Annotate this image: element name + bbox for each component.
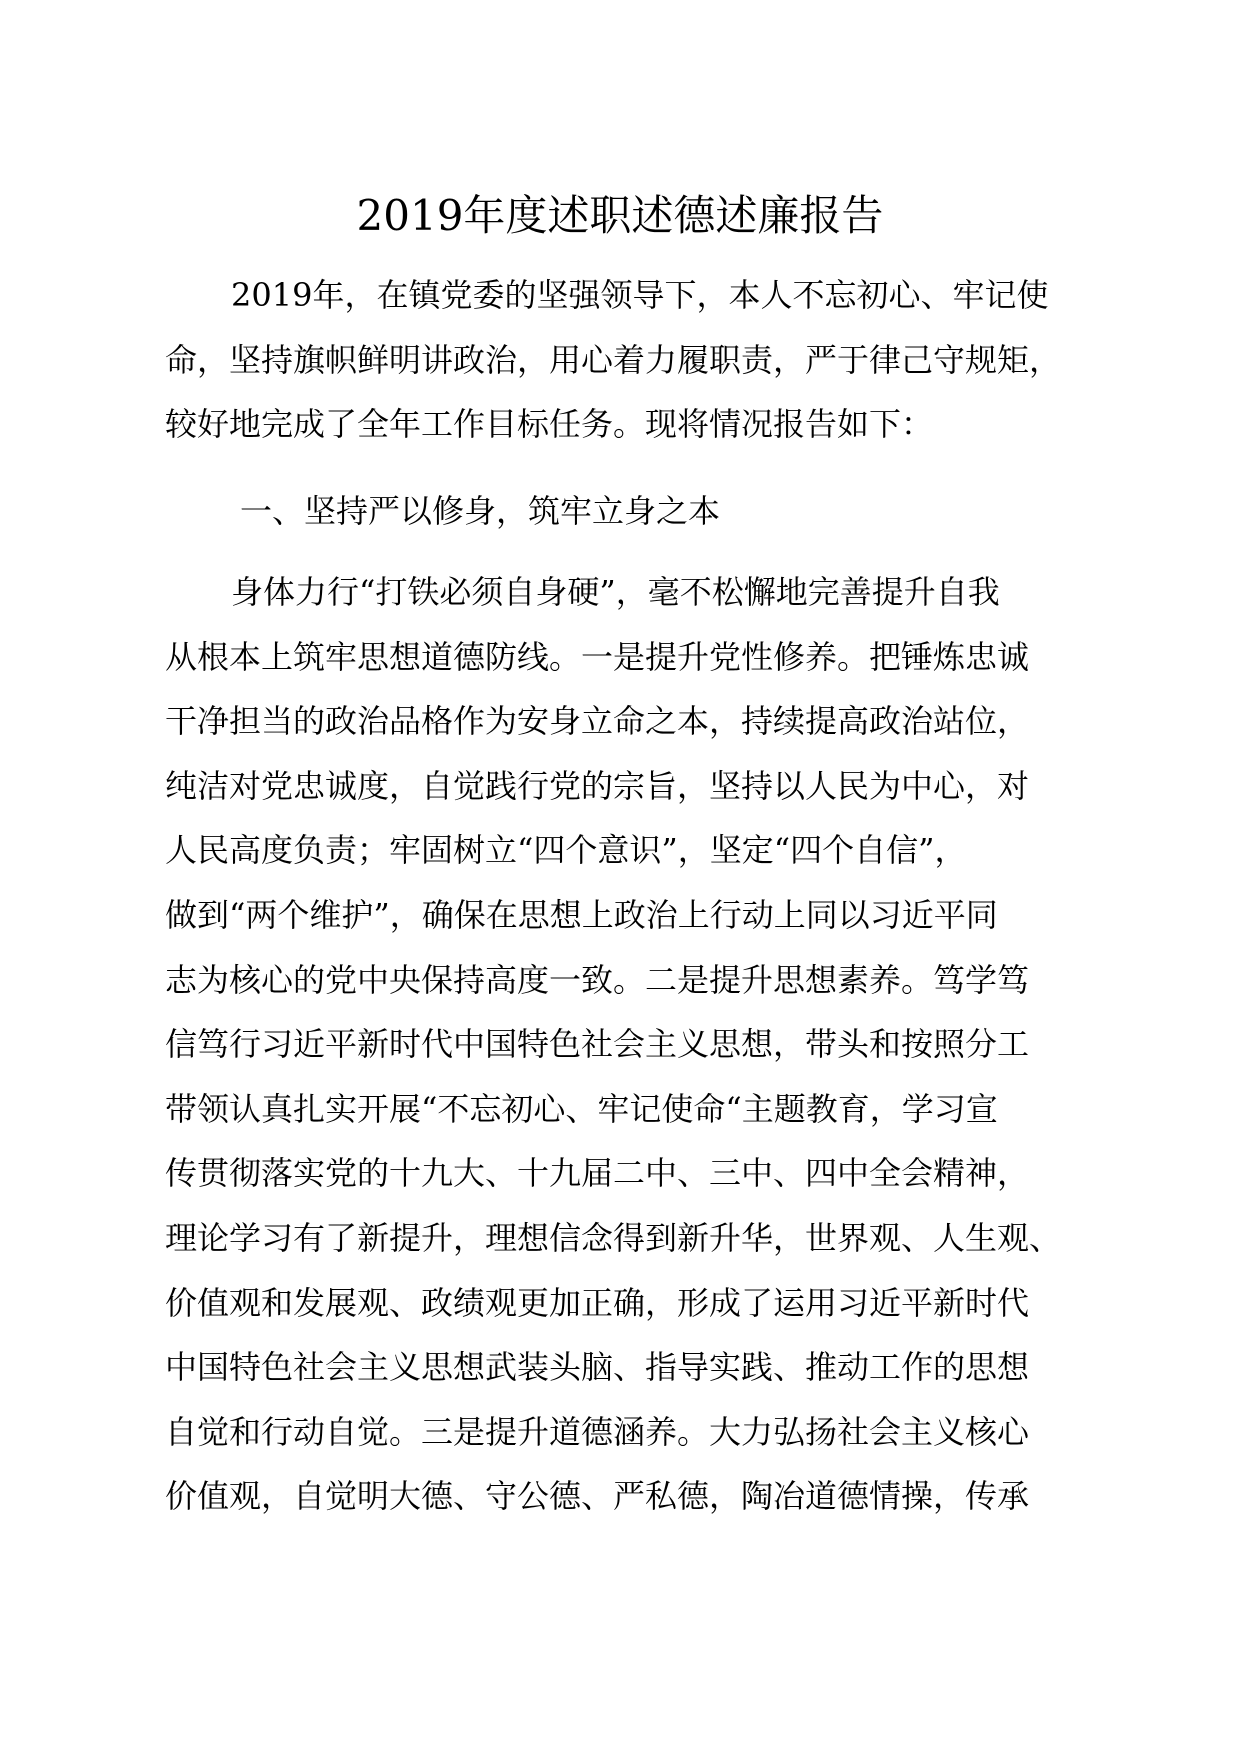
section-heading: 一、坚持严以修身，筑牢立身之本 xyxy=(240,492,721,530)
section-line: 纯洁对党忠诚度，自觉践行党的宗旨，坚持以人民为中心，对 xyxy=(165,766,1030,805)
document-title: 2019年度述职述德述廉报告 xyxy=(356,191,884,240)
section-line: 身体力行“打铁必须自身硬”，毫不松懈地完善提升自我 xyxy=(231,573,1000,611)
section-line: 人民高度负责；牢固树立“四个意识”，坚定“四个自信”， xyxy=(165,831,967,870)
section-line: 干净担当的政治品格作为安身立命之本，持续提高政治站位， xyxy=(165,702,1030,741)
section-line: 做到“两个维护”，确保在思想上政治上行动上同以习近平同 xyxy=(165,895,998,934)
section-line: 从根本上筑牢思想道德防线。一是提升党性修养。把锤炼忠诚 xyxy=(165,637,1030,676)
section-line: 信笃行习近平新时代中国特色社会主义思想，带头和按照分工 xyxy=(165,1025,1030,1064)
section-line: 传贯彻落实党的十九大、十九届二中、三中、四中全会精神， xyxy=(165,1154,1030,1193)
section-line: 带领认真扎实开展“不忘初心、牢记使命“主题教育，学习宣 xyxy=(165,1089,998,1128)
section-paragraph xyxy=(165,560,1115,1529)
section-line: 理论学习有了新提升，理想信念得到新升华，世界观、人生观、 xyxy=(165,1218,1062,1257)
section-line: 价值观和发展观、政绩观更加正确，形成了运用习近平新时代 xyxy=(165,1283,1030,1322)
section-line: 中国特色社会主义思想武装头脑、指导实践、推动工作的思想 xyxy=(165,1348,1030,1387)
intro-paragraph xyxy=(165,263,1115,457)
section-line: 志为核心的党中央保持高度一致。二是提升思想素养。笃学笃 xyxy=(165,960,1030,999)
intro-line: 2019年，在镇党委的坚强领导下，本人不忘初心、牢记使 xyxy=(231,276,1049,314)
section-line: 价值观，自觉明大德、守公德、严私德，陶冶道德情操，传承 xyxy=(165,1477,1030,1516)
section-line: 自觉和行动自觉。三是提升道德涵养。大力弘扬社会主义核心 xyxy=(165,1412,1030,1451)
intro-line: 较好地完成了全年工作目标任务。现将情况报告如下： xyxy=(165,405,934,444)
intro-line: 命，坚持旗帜鲜明讲政治，用心着力履职责，严于律己守规矩， xyxy=(165,340,1062,379)
